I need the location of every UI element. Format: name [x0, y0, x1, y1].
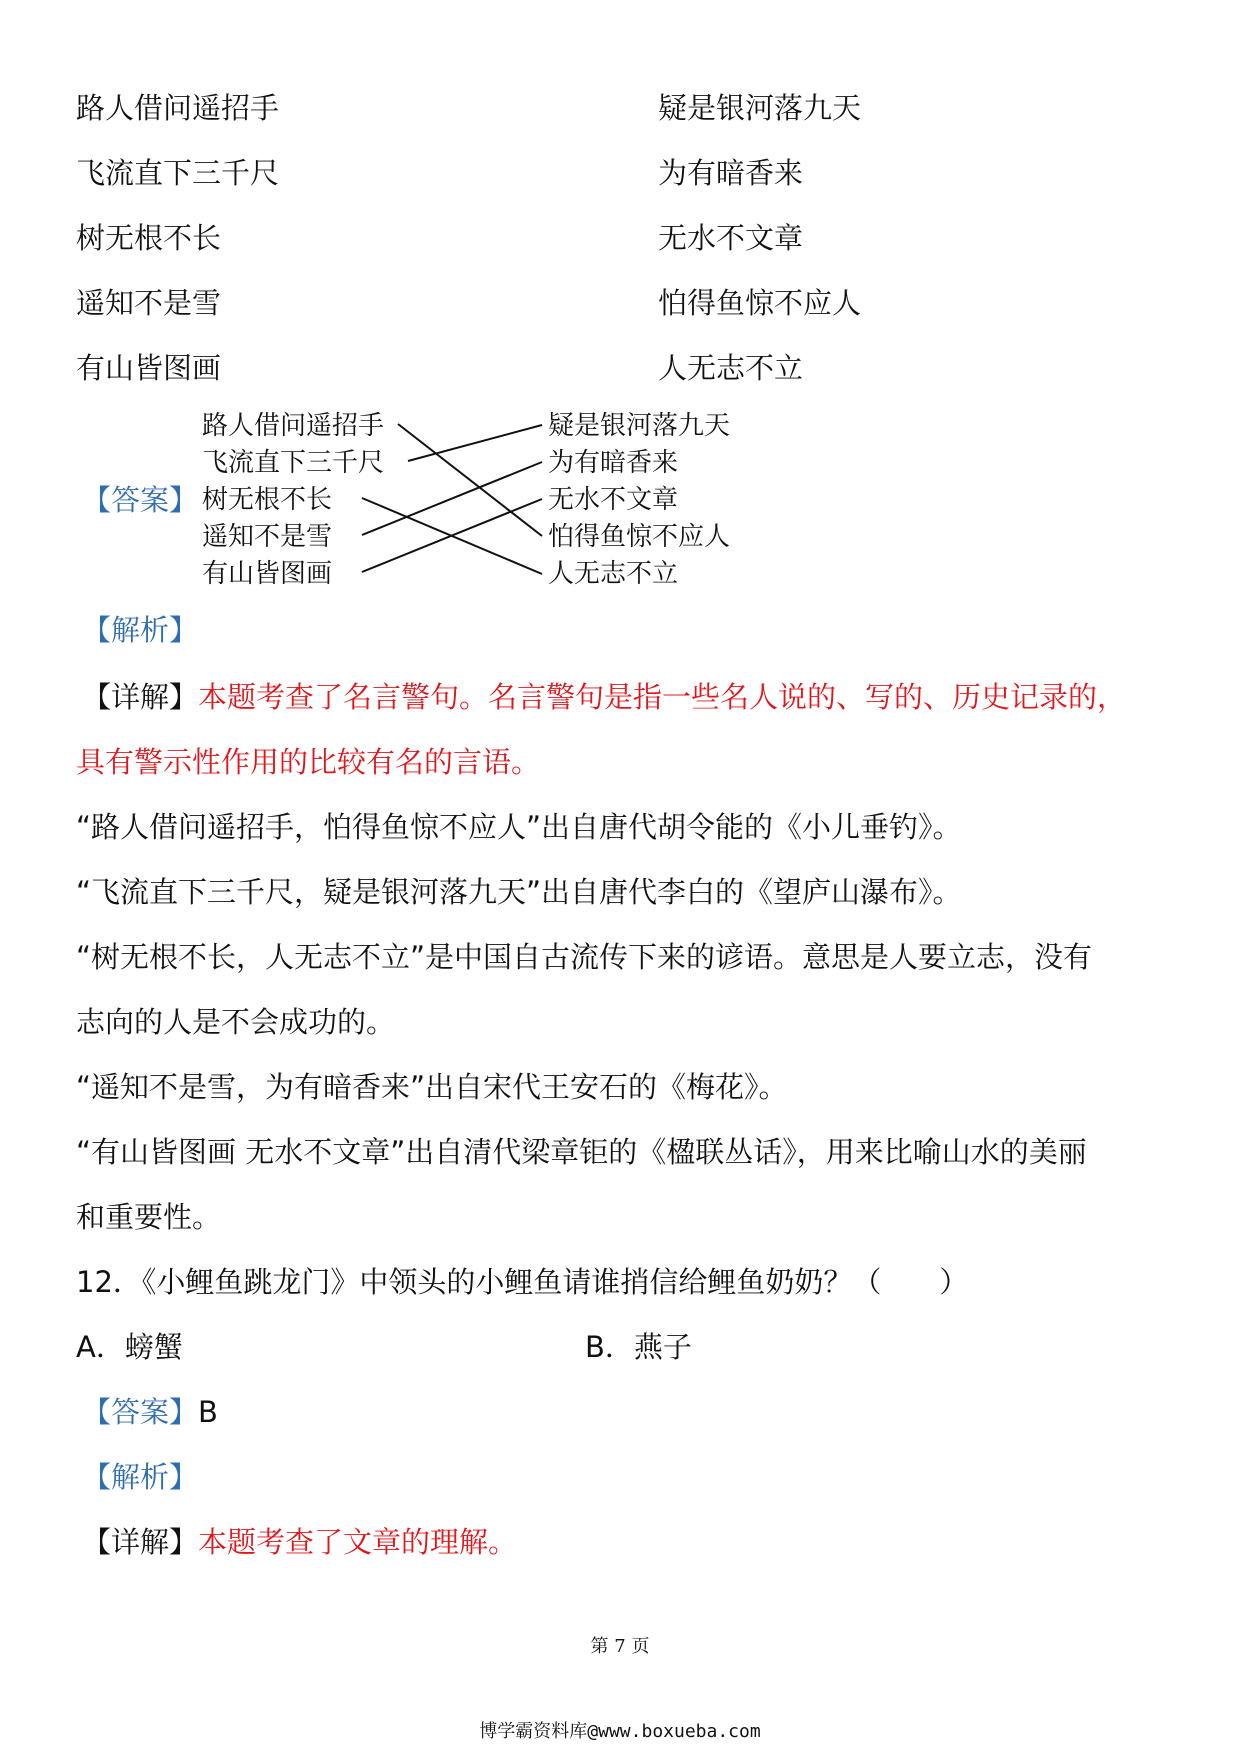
right-item-3: 无水不文章: [658, 221, 804, 255]
diagram-left-2: 飞流直下三千尺: [202, 448, 385, 478]
right-item-5: 人无志不立: [658, 351, 804, 385]
explanation-4: “遥知不是雪，为有暗香来”出自宋代王安石的《梅花》。: [76, 1070, 788, 1104]
connector-2-1: [408, 425, 542, 461]
detail-text-q12: 本题考查了文章的理解。: [198, 1525, 518, 1559]
detail-block-q11: [82, 677, 1126, 717]
right-item-4: 怕得鱼惊不应人: [658, 286, 862, 320]
page-number: 第 7 页: [590, 1636, 650, 1657]
detail-label-q11: 【详解】: [82, 680, 199, 714]
answer-matching-diagram: [190, 404, 790, 604]
answer-value-q12: B: [198, 1395, 218, 1429]
diagram-left-4: 遥知不是雪: [202, 522, 333, 552]
option-b: B．燕子: [585, 1330, 692, 1364]
left-item-1: 路人借问遥招手: [76, 91, 280, 125]
left-item-4: 遥知不是雪: [76, 286, 222, 320]
explanation-3-line1: “树无根不长，人无志不立”是中国自古流传下来的谚语。意思是人要立志，没有: [76, 940, 1093, 974]
right-item-2: 为有暗香来: [658, 156, 804, 190]
diagram-right-2: 为有暗香来: [548, 448, 679, 478]
detail-text-q11-line1: 本题考查了名言警句。名言警句是指一些名人说的、写的、历史记录的，: [198, 680, 1127, 714]
answer-label-q12: 【答案】: [82, 1395, 199, 1429]
diagram-right-3: 无水不文章: [548, 485, 679, 515]
site-watermark: 博学霸资料库@www.boxueba.com: [479, 1721, 761, 1742]
left-item-2: 飞流直下三千尺: [76, 156, 280, 190]
detail-text-q11-line2: 具有警示性作用的比较有名的言语。: [76, 745, 541, 779]
connector-1-4: [398, 424, 542, 536]
option-a: A．螃蟹: [76, 1330, 183, 1364]
diagram-right-5: 人无志不立: [548, 559, 679, 589]
explanation-2: “飞流直下三千尺，疑是银河落九天”出自唐代李白的《望庐山瀑布》。: [76, 875, 962, 909]
explanation-5-line2: 和重要性。: [76, 1200, 222, 1234]
analysis-label-q11: 【解析】: [82, 613, 199, 647]
explanation-5-line1: “有山皆图画 无水不文章”出自清代梁章钜的《楹联丛话》，用来比喻山水的美丽: [76, 1135, 1087, 1169]
answer-block-q12: [82, 1392, 218, 1432]
question-12: 12．《小鲤鱼跳龙门》中领头的小鲤鱼请谁捎信给鲤鱼奶奶？（ ）: [76, 1265, 969, 1299]
diagram-left-1: 路人借问遥招手: [202, 411, 385, 441]
analysis-label-q12: 【解析】: [82, 1460, 199, 1494]
explanation-1: “路人借问遥招手，怕得鱼惊不应人”出自唐代胡令能的《小儿垂钓》。: [76, 810, 962, 844]
detail-label-q12: 【详解】: [82, 1525, 199, 1559]
right-item-1: 疑是银河落九天: [658, 91, 862, 125]
connector-4-2: [362, 462, 542, 535]
diagram-right-4: 怕得鱼惊不应人: [548, 522, 731, 552]
diagram-left-5: 有山皆图画: [202, 559, 333, 589]
left-item-3: 树无根不长: [76, 221, 222, 255]
detail-block-q12: [82, 1522, 517, 1562]
left-item-5: 有山皆图画: [76, 351, 222, 385]
answer-label-q11: 【答案】: [82, 483, 199, 517]
explanation-3-line2: 志向的人是不会成功的。: [76, 1005, 396, 1039]
diagram-left-3: 树无根不长: [202, 485, 333, 515]
diagram-right-1: 疑是银河落九天: [548, 411, 731, 441]
